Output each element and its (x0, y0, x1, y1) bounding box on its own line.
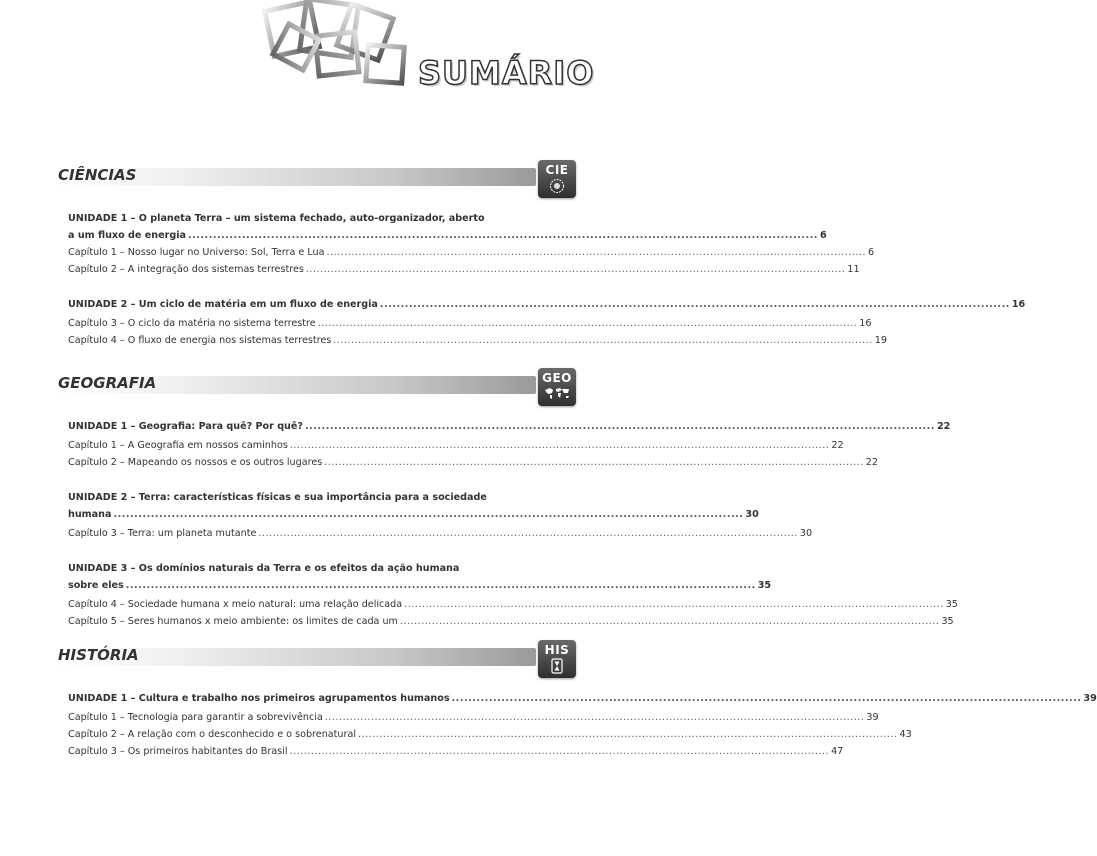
page-number: 11 (847, 264, 860, 275)
chapter-title: Capítulo 3 – O ciclo da matéria no sistema terrestre (68, 318, 316, 329)
toc-historia (68, 690, 1097, 760)
unit-title: UNIDADE 1 – Cultura e trabalho nos primeiros agrupamentos humanos (68, 693, 450, 704)
page-number: 6 (868, 247, 875, 258)
section-title: HISTÓRIA (58, 646, 139, 664)
badge-label: CIE (545, 163, 569, 177)
chapter-title: Capítulo 1 – Tecnologia para garantir a sobrevivência (68, 712, 323, 723)
chapter-title: Capítulo 5 – Seres humanos x meio ambiente: os limites de cada um (68, 616, 398, 627)
chapter-entry[interactable] (68, 332, 888, 349)
chapter-title: Capítulo 2 – A relação com o desconhecido e o sobrenatural (68, 729, 356, 740)
page-number: 6 (819, 230, 827, 241)
chapter-title: Capítulo 2 – Mapeando os nossos e os outros lugares (68, 457, 323, 468)
unit-entry[interactable] (68, 210, 827, 244)
subject-badge-cie (538, 160, 576, 198)
page-number: 16 (1011, 299, 1026, 310)
chapter-title: Capítulo 4 – O fluxo de energia nos sistemas terrestres (68, 335, 332, 346)
unit-title-continuation: a um fluxo de energia (68, 230, 186, 241)
page-number: 16 (859, 318, 872, 329)
chapter-entry[interactable] (68, 454, 879, 471)
page-number: 22 (936, 421, 951, 432)
chapter-entry[interactable] (68, 315, 872, 332)
unit-title-line: UNIDADE 2 – Terra: características físicas e sua importância para a sociedade (68, 492, 487, 503)
unit-entry[interactable] (68, 560, 772, 594)
unit-title: UNIDADE 1 – Geografia: Para quê? Por quê? (68, 421, 303, 432)
chapter-entry[interactable] (68, 596, 958, 613)
chapter-title: Capítulo 2 – A integração dos sistemas terrestres (68, 264, 304, 275)
page-number: 35 (945, 599, 958, 610)
chapter-entry[interactable] (68, 709, 879, 726)
toc-geografia (68, 418, 958, 630)
page-number: 22 (865, 457, 879, 468)
chapter-entry[interactable] (68, 613, 954, 630)
decorative-squares-graphic (255, 0, 435, 95)
unit-title: UNIDADE 2 – Um ciclo de matéria em um fluxo de energia (68, 299, 378, 310)
badge-label: HIS (544, 643, 570, 657)
page-title: SUMÁRIO (418, 54, 595, 92)
chapter-entry[interactable] (68, 525, 813, 542)
section-header-ciencias (58, 160, 598, 194)
page-number: 43 (899, 729, 912, 740)
page-number: 35 (941, 616, 954, 627)
chapter-entry[interactable] (68, 726, 912, 743)
badge-label: GEO (542, 371, 572, 385)
section-title: CIÊNCIAS (58, 166, 137, 184)
hourglass-icon (551, 658, 563, 674)
chapter-title: Capítulo 3 – Os primeiros habitantes do Brasil (68, 746, 288, 757)
unit-title-line: UNIDADE 3 – Os domínios naturais da Terra e os efeitos da ação humana (68, 563, 460, 574)
subject-badge-geo (538, 368, 576, 406)
unit-title-line: UNIDADE 1 – O planeta Terra – um sistema fechado, auto-organizador, aberto (68, 213, 485, 224)
unit-title-continuation: sobre eles (68, 580, 124, 591)
chapter-title: Capítulo 1 – A Geografia em nossos caminhos (68, 440, 288, 451)
subject-badge-his (538, 640, 576, 678)
unit-title-continuation: humana (68, 509, 112, 520)
chapter-entry[interactable] (68, 244, 875, 261)
chapter-entry[interactable] (68, 261, 860, 278)
chapter-entry[interactable] (68, 437, 844, 454)
page-number: 47 (831, 746, 844, 757)
chapter-title: Capítulo 3 – Terra: um planeta mutante (68, 528, 257, 539)
toc-ciencias (68, 210, 1026, 349)
section-header-historia (58, 640, 598, 674)
page-number: 19 (874, 335, 888, 346)
page-number: 22 (831, 440, 844, 451)
chapter-title: Capítulo 4 – Sociedade humana x meio natural: uma relação delicada (68, 599, 403, 610)
chapter-entry[interactable] (68, 743, 844, 760)
section-header-geografia (58, 368, 598, 402)
chapter-title: Capítulo 1 – Nosso lugar no Universo: Sol, Terra e Lua (68, 247, 325, 258)
circle-globe-icon (549, 178, 565, 194)
section-title: GEOGRAFIA (58, 374, 157, 392)
unit-entry[interactable] (68, 296, 1026, 313)
unit-entry[interactable] (68, 489, 759, 523)
page-number: 39 (866, 712, 879, 723)
page-number: 30 (745, 509, 759, 520)
unit-entry[interactable] (68, 690, 1097, 707)
page-number: 39 (1083, 693, 1097, 704)
world-map-icon (543, 386, 571, 400)
unit-entry[interactable] (68, 418, 951, 435)
page-number: 30 (799, 528, 813, 539)
page-number: 35 (757, 580, 772, 591)
